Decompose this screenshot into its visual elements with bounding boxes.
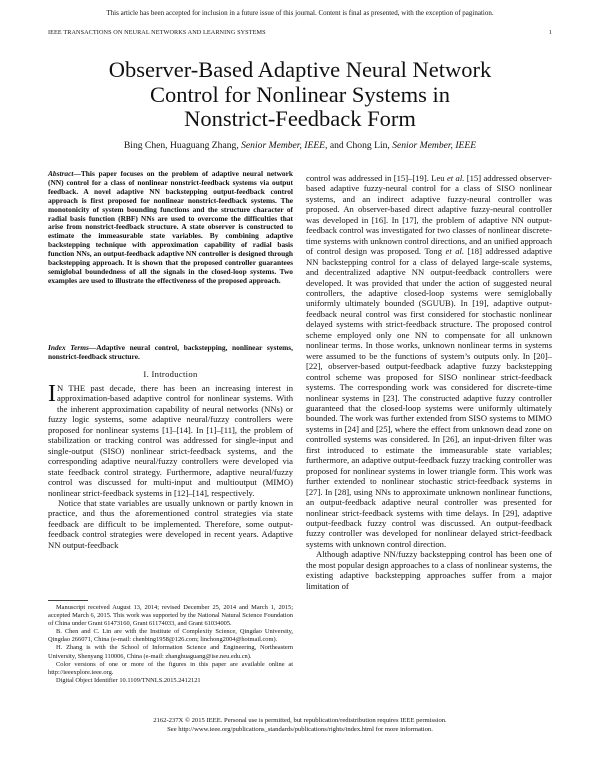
abstract-label: Abstract bbox=[48, 169, 74, 178]
author-names-2: , and Chong Lin, bbox=[325, 140, 393, 151]
introduction-right-column bbox=[306, 173, 552, 591]
intro-paragraph-1: I N THE past decade, there has been an increasing interest in approximation-based adaptive control for nonlinear systems. With the inherent approximation capability of neural networks (NNs) or fuzzy logic systems, some adaptive neural/fuzzy controllers were proposed for nonlinear systems [1]–[14]. In [1]–[11], the problem of stabilization or tracking control was addressed for single-input and single-output (SISO) nonlinear strict-feedback systems, and the corresponding adaptive neural/fuzzy controllers were developed via state feedback control strategy. Furthermore, adaptive neural/fuzzy control was discussed for multi-input and multioutput (MIMO) nonlinear strict-feedback systems in [12]–[14], respectively. bbox=[48, 381, 293, 498]
footnote-doi: Digital Object Identifier 10.1109/TNNLS.2015.2412121 bbox=[56, 676, 201, 684]
author-title-2: Senior Member, IEEE bbox=[392, 140, 477, 151]
abstract bbox=[48, 170, 293, 286]
index-terms bbox=[48, 344, 293, 362]
copyright-line-2: See http://www.ieee.org/publications_standards/publications/rights/index.html for more information. bbox=[167, 726, 433, 733]
footnote-rule bbox=[48, 600, 88, 601]
author-list bbox=[40, 140, 560, 151]
index-terms-label: Index Terms bbox=[48, 343, 89, 352]
copyright-notice bbox=[0, 716, 600, 734]
footnote-affiliation-zhang: H. Zhang is with the School of Information Science and Engineering, Northeastern University, Shenyang 110006, China (e-mail: zhanghuaguang@ise.neu.edu.cn). bbox=[48, 644, 293, 660]
footnotes bbox=[48, 604, 293, 685]
paper-title bbox=[60, 58, 540, 132]
author-names-1: Bing Chen, Huaguang Zhang, bbox=[123, 140, 242, 151]
abstract-text: —This paper focuses on the problem of adaptive neural network (NN) control for a class of nonlinear nonstrict-feedback systems via output feedback. A novel adaptive NN backstepping output-feedback control approach is first proposed for nonlinear nonstrict-feedback systems. The monotonicity of system bounding functions and the structure character of radial basis function (RBF) NNs are used to overcome the difficulties that arise from nonstrict-feedback structure. A state observer is constructed to estimate the immeasurable state variables. By combining adaptive backstepping technique with approximation capability of radial basis function NNs, an output-feedback adaptive NN controller is designed through backstepping approach. It is shown that the proposed controller guarantees semiglobal boundedness of all the signals in the closed-loop systems. Two examples are used to illustrate the effectiveness of the proposed approach. bbox=[48, 169, 293, 285]
intro-paragraph-2: Notice that state variables are usually unknown or partly known in practice, and thus the aforementioned control strategies via state feedback are difficult to be implemented. Therefore, some output-feedback control strategies were developed in recent years. Adaptive NN output-feedback bbox=[48, 497, 293, 550]
page-number: 1 bbox=[548, 29, 552, 36]
title-line-2: Control for Nonlinear Systems in bbox=[150, 81, 450, 107]
footnote-affiliation-chen-lin: B. Chen and C. Lin are with the Institute of Complexity Science, Qingdao University, Qingdao 266071, China (e-mail: chenbing1958@126.com; linchong2004@hotmail.com). bbox=[48, 628, 293, 644]
footnote-manuscript: Manuscript received August 13, 2014; revised December 25, 2014 and March 1, 2015; accepted March 6, 2015. This work was supported by the National Natural Science Foundation of China under Grant 61473160, Grant 61174033, and Grant 61034005. bbox=[48, 604, 293, 628]
copyright-line-1: 2162-237X © 2015 IEEE. Personal use is permitted, but republication/redistribution requires IEEE permission. bbox=[153, 717, 447, 724]
running-head bbox=[48, 29, 552, 36]
index-terms-text: —Adaptive neural control, backstepping, nonlinear systems, nonstrict-feedback structure. bbox=[48, 343, 293, 361]
right-paragraph-2: Although adaptive NN/fuzzy backstepping control has been one of the most popular design approaches to a class of nonlinear systems, the existing adaptive backstepping approaches suffer from a major limitation of bbox=[306, 549, 552, 591]
drop-cap: I bbox=[48, 381, 56, 407]
title-line-1: Observer-Based Adaptive Neural Network bbox=[108, 57, 492, 82]
section-heading-introduction: I. Introduction bbox=[143, 369, 198, 379]
acceptance-banner: This article has been accepted for inclusion in a future issue of this journal. Content is final as presented, with the exception of pagination. bbox=[106, 9, 494, 17]
author-title-1: Senior Member, IEEE bbox=[241, 140, 326, 151]
footnote-color-versions: Color versions of one or more of the figures in this paper are available online at http://ieeexplore.ieee.org. bbox=[48, 660, 293, 676]
introduction-left-column bbox=[48, 383, 293, 550]
title-line-3: Nonstrict-Feedback Form bbox=[184, 106, 416, 131]
right-paragraph-1: control was addressed in [15]–[19]. Leu et al. [15] addressed observer-based adaptive fuzzy-neural control for a class of SISO nonlinear systems, and an indirect adaptive fuzzy-neural controller was proposed. An observer-based direct adaptive fuzzy-neural controller was developed in [16]. In [17], the problem of adaptive NN output-feedback control was investigated for two classes of nonlinear discrete-time systems with unknown control directions, and an unified approach of control design was proposed. Tong et al. [18] addressed adaptive NN backstepping control for a class of delayed large-scale systems, and decentralized adaptive NN output-feedback controllers were developed. It was provided that under the action of suggested neural controllers, the adaptive closed-loop systems were semiglobally uniformly ultimately bounded (SGUUB). In [19], adaptive output-feedback neural control was first considered for stochastic nonlinear delayed systems with strict-feedback structure. The proposed control scheme employed only one NN to compensate for all unknown nonlinear terms. In those works, unknown nonlinear terms in systems were assumed to be the functions of system’s outputs only. In [20]–[22], observer-based output-feedback adaptive fuzzy backstepping control scheme was proposed for SISO nonlinear strict-feedback systems. The corresponding work was considered for discrete-time nonlinear systems in [23]. The constructed adaptive fuzzy controller guaranteed that the closed-loop systems were uniformly ultimately bounded. The work was further extended from SISO systems to MIMO systems in [24] and [25], where the effect from unknown dead zone on controlled systems was considered. In [26], an input-driven filter was first introduced to estimate the immeasurable state variables; furthermore, an adaptive output-feedback fuzzy tracking controller was proposed for nonlinear systems in lower triangle form. This work was further extended to nonlinear stochastic strict-feedback systems in [27]. In [28], using NNs to approximate unknown nonlinear functions, an output-feedback adaptive neural controller was presented for nonlinear strict-feedback systems with time delays. In [29], adaptive output-feedback fuzzy control was discussed. An output-feedback fuzzy controller was developed for nonlinear delayed strict-feedback systems with unknown control direction. bbox=[306, 173, 553, 549]
journal-name: IEEE TRANSACTIONS ON NEURAL NETWORKS AND LEARNING SYSTEMS bbox=[48, 29, 266, 36]
